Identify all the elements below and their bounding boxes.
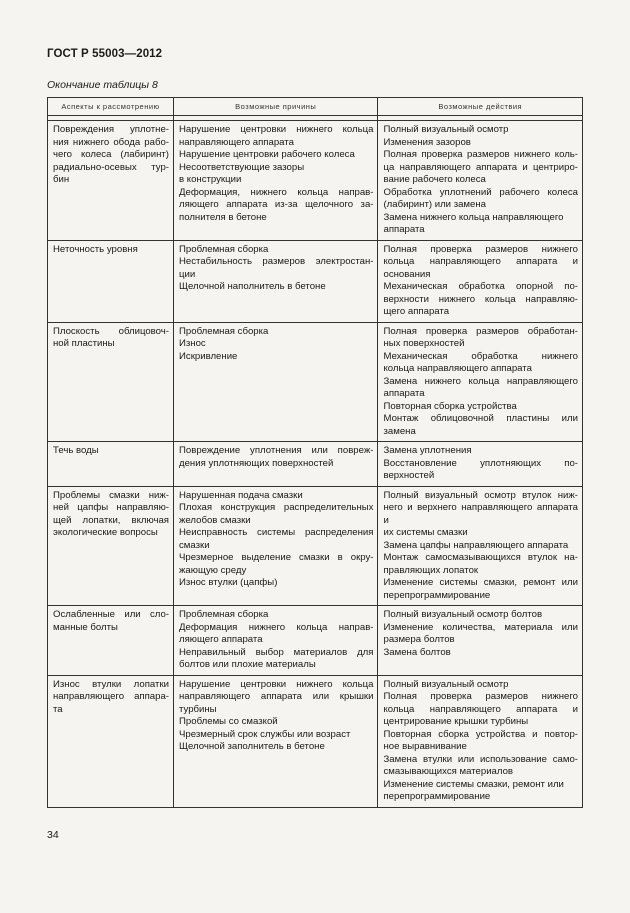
cell-text	[378, 323, 582, 442]
cell-text	[378, 606, 582, 662]
text-line: Механическая обработка нижнего	[383, 350, 578, 362]
text-line: Неисправность системы распределения	[179, 527, 374, 538]
text-line: смазывающихся материалов	[383, 766, 514, 777]
text-line: верхности нижнего кольца направляю-	[383, 293, 578, 305]
text-line: замена	[383, 425, 416, 437]
text-line: Износ втулки лопатки	[53, 678, 169, 690]
text-line: жающую среду	[179, 564, 247, 576]
text-line: ляющего аппарата из-за щелочного за-	[179, 199, 374, 210]
text-line: него и верхнего направляющего аппарата и	[383, 502, 578, 526]
text-line: Повторная сборка устройства	[383, 400, 517, 412]
standard-designation: ГОСТ Р 55003—2012	[47, 48, 163, 60]
text-line: Щелочной наполнитель в бетоне	[179, 281, 326, 292]
causes-cell	[174, 606, 378, 676]
text-line: Замена болтов	[383, 646, 451, 658]
text-line: Проблемы со смазкой	[179, 716, 278, 727]
actions-cell	[378, 442, 583, 487]
text-line: Несоответствующие зазоры	[179, 161, 305, 173]
table-row	[48, 486, 583, 606]
text-line: Изменение системы смазки, ремонт или	[383, 778, 564, 790]
text-line: Полный визуальный осмотр болтов	[383, 609, 543, 620]
text-line: ции	[179, 268, 196, 280]
text-line: ное выравнивание	[383, 741, 467, 752]
aspect-cell	[48, 486, 174, 606]
text-line: радиально-осевых тур-	[53, 161, 169, 173]
text-line: перепрограммирование	[383, 589, 491, 601]
text-line: верхностей	[383, 470, 435, 481]
text-line: Нарушение центровки рабочего колеса	[179, 149, 355, 160]
text-line: Изменение количества, материала или	[383, 621, 578, 633]
cell-text	[378, 241, 582, 322]
text-line: Полный визуальный осмотр	[383, 124, 509, 135]
causes-cell	[174, 322, 378, 442]
text-line: аппарата	[383, 388, 425, 399]
text-line: в конструкции	[179, 174, 242, 185]
text-line: ных поверхностей	[383, 338, 465, 349]
aspect-cell	[48, 322, 174, 442]
text-line: смазки	[179, 539, 210, 551]
table-row	[48, 121, 583, 241]
cell-text	[174, 487, 377, 593]
text-line: Механическая обработка опорной по-	[383, 281, 578, 292]
text-line: ной пластины	[53, 338, 115, 349]
cell-text	[174, 121, 377, 227]
text-line: ца направляющего аппарата и центриро-	[383, 161, 578, 173]
text-line: Обработка уплотнений рабочего колеса	[383, 186, 578, 198]
cell-text	[174, 606, 377, 675]
causes-cell	[174, 442, 378, 487]
aspect-cell	[48, 442, 174, 487]
text-line: Деформация, нижнего кольца направ-	[179, 186, 374, 198]
text-line: основания	[383, 268, 431, 280]
text-line: Плохая конструкция распределительных	[179, 502, 374, 513]
text-line: Деформация нижнего кольца направ-	[179, 621, 374, 633]
text-line: кольца направляющего аппарата и	[383, 703, 578, 715]
aspect-cell	[48, 121, 174, 241]
table-header-row	[48, 98, 583, 116]
text-line: Щелочной заполнитель в бетоне	[179, 741, 325, 752]
text-line: Изменение системы смазки, ремонт или	[383, 577, 578, 588]
column-header-aspects: Аспекты к рассмотрению	[48, 98, 174, 116]
text-line: желобов смазки	[179, 514, 251, 526]
cell-text	[378, 676, 582, 807]
text-line: Искривление	[179, 350, 238, 362]
text-line: Течь воды	[53, 445, 99, 456]
text-line: размера болтов	[383, 634, 455, 645]
text-line: чего колеса (лабиринт)	[53, 149, 169, 160]
causes-actions-table	[47, 97, 583, 808]
text-line: Проблемная сборка	[179, 609, 269, 620]
text-line: Неправильный выбор материалов для	[179, 646, 374, 658]
text-line: Повреждение уплотнения или повреж-	[179, 445, 374, 456]
text-line: Плоскость облицовоч-	[53, 325, 169, 337]
text-line: манные болты	[53, 621, 118, 633]
cell-text	[48, 121, 173, 190]
causes-cell	[174, 675, 378, 807]
causes-cell	[174, 240, 378, 322]
text-line: болтов или плохие материалы	[179, 659, 316, 670]
text-line: Полный визуальный осмотр втулок ниж-	[383, 489, 578, 501]
cell-text	[174, 241, 377, 297]
text-line: Нарушение центровки нижнего кольца	[179, 678, 374, 690]
text-line: направляющего аппарата	[179, 136, 294, 148]
cell-text	[378, 121, 582, 240]
cell-text	[378, 487, 582, 606]
text-line: дения уплотняющих поверхностей	[179, 457, 334, 469]
table-row	[48, 606, 583, 676]
actions-cell	[378, 606, 583, 676]
text-line: экологические вопросы	[53, 527, 158, 538]
cell-text	[174, 323, 377, 367]
text-line: Изменения зазоров	[383, 136, 471, 148]
cell-text	[48, 487, 173, 543]
text-line: Полная проверка размеров нижнего	[383, 691, 578, 702]
text-line: Повреждения уплотне-	[53, 124, 169, 135]
cell-text	[48, 676, 173, 720]
text-line: Замена втулки или использование само-	[383, 753, 578, 765]
text-line: щей лопатки, включая	[53, 514, 169, 526]
text-line: Полная проверка размеров нижнего	[383, 243, 578, 255]
cell-text	[48, 606, 173, 637]
actions-cell	[378, 486, 583, 606]
text-line: та	[53, 703, 63, 715]
text-line: Монтаж облицовочной пластины или	[383, 413, 578, 424]
aspect-cell	[48, 240, 174, 322]
cell-text	[174, 676, 377, 757]
text-line: аппарата	[383, 224, 425, 235]
text-line: их системы смазки	[383, 527, 468, 538]
text-line: ней цапфы направляю-	[53, 502, 169, 513]
text-line: ния нижнего обода рабо-	[53, 136, 169, 148]
text-line: Полная проверка размеров нижнего коль-	[383, 149, 578, 160]
text-line: кольца направляющего аппарата	[383, 363, 532, 374]
text-line: кольца направляющего аппарата и	[383, 256, 578, 267]
cell-text	[48, 323, 173, 354]
text-line: Повторная сборка устройства и повтор-	[383, 728, 578, 740]
table-body	[48, 121, 583, 808]
text-line: направляющего аппара-	[53, 691, 169, 702]
text-line: Чрезмерное выделение смазки в окру-	[179, 552, 374, 563]
text-line: Монтаж самосмазывающихся втулок на-	[383, 552, 578, 563]
text-line: Нарушение центровки нижнего кольца	[179, 124, 374, 135]
table-row	[48, 322, 583, 442]
text-line: Замена цапфы направляющего аппарата	[383, 539, 569, 551]
text-line: (лабиринт) или замена	[383, 199, 486, 210]
text-line: Замена нижнего кольца направляющего	[383, 375, 578, 387]
actions-cell	[378, 322, 583, 442]
page-number: 34	[47, 829, 59, 841]
text-line: Проблемная сборка	[179, 243, 269, 255]
text-line: Нарушенная подача смазки	[179, 489, 303, 501]
text-line: вание рабочего колеса	[383, 174, 486, 185]
cell-text	[48, 442, 173, 461]
causes-cell	[174, 486, 378, 606]
text-line: Износ втулки (цапфы)	[179, 577, 278, 588]
text-line: центрирование крышки турбины	[383, 716, 529, 727]
text-line: Ослабленные или сло-	[53, 609, 169, 620]
text-line: Чрезмерный срок службы или возраст	[179, 728, 351, 740]
causes-cell	[174, 121, 378, 241]
text-line: направляющего аппарата или крышки	[179, 691, 374, 702]
actions-cell	[378, 675, 583, 807]
column-header-causes: Возможные причины	[174, 98, 378, 116]
actions-cell	[378, 240, 583, 322]
aspect-cell	[48, 606, 174, 676]
text-line: правляющих лопаток	[383, 564, 479, 576]
table-row	[48, 442, 583, 487]
text-line: бин	[53, 174, 70, 185]
text-line: Износ	[179, 338, 206, 349]
column-header-actions: Возможные действия	[378, 98, 583, 116]
text-line: Проблемы смазки ниж-	[53, 489, 169, 501]
table-row	[48, 240, 583, 322]
text-line: Замена уплотнения	[383, 445, 472, 456]
cell-text	[174, 442, 377, 473]
actions-cell	[378, 121, 583, 241]
text-line: Проблемная сборка	[179, 325, 269, 337]
text-line: Восстановление уплотняющих по-	[383, 457, 578, 469]
cell-text	[48, 241, 173, 260]
text-line: ляющего аппарата	[179, 634, 263, 645]
text-line: Неточность уровня	[53, 243, 138, 255]
text-line: турбины	[179, 703, 217, 715]
text-line: полнителя в бетоне	[179, 211, 267, 223]
text-line: перепрограммирование	[383, 791, 491, 802]
text-line: Нестабильность размеров электростан-	[179, 256, 374, 267]
text-line: щего аппарата	[383, 306, 450, 317]
text-line: Замена нижнего кольца направляющего	[383, 211, 564, 223]
table-caption: Окончание таблицы 8	[47, 79, 158, 91]
table-row	[48, 675, 583, 807]
cell-text	[378, 442, 582, 486]
text-line: Полная проверка размеров обработан-	[383, 325, 578, 337]
text-line: Полный визуальный осмотр	[383, 678, 509, 690]
aspect-cell	[48, 675, 174, 807]
